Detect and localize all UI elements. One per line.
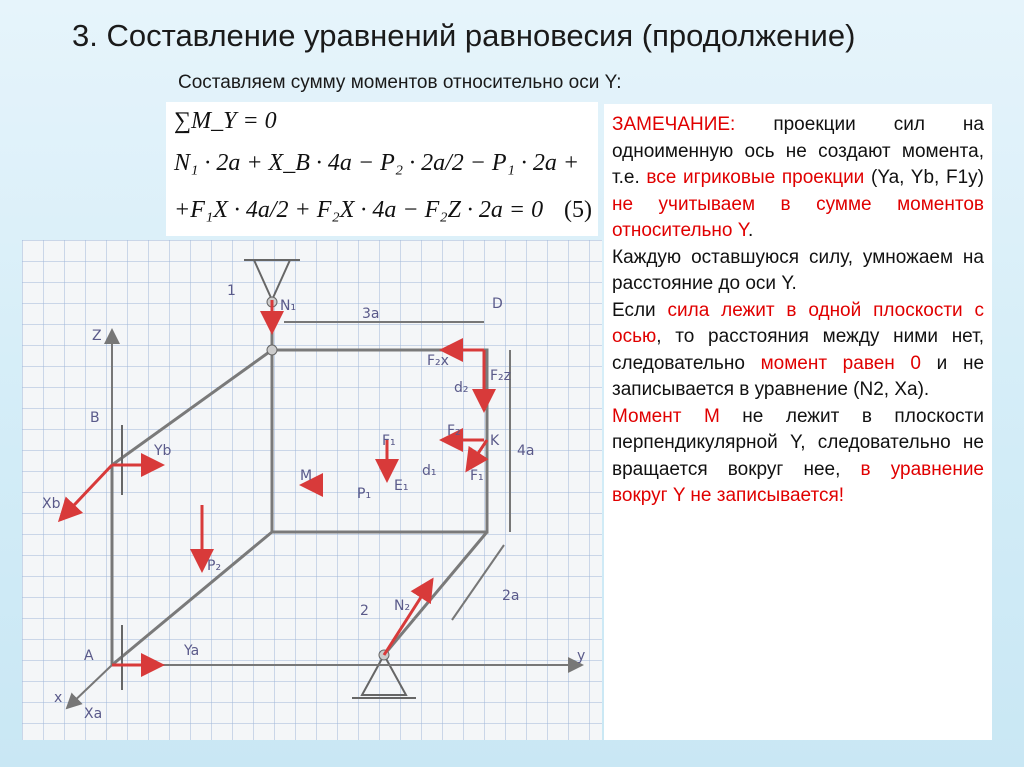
equation-line-1: ∑M_Y = 0 [174,108,277,134]
remark-text: проекции сил на одноименную ось не создают момента, т.е. [612,114,984,188]
label-axis-y: y [577,648,586,664]
remark-paragraph-3 [612,298,984,404]
equation-number: (5) [564,197,592,223]
label-F2: F₂ [447,423,461,439]
remark-text: , то расстояния между ними нет, следовательно [612,326,984,374]
label-P2: P₂ [207,558,222,574]
remark-text: (Ya, Yb, F1y) [864,167,985,188]
remark-highlight: в уравнение вокруг Y не записывается! [612,458,984,506]
label-Ya: Ya [184,643,200,659]
label-F1: F₁ [382,433,396,449]
label-dim-4a: 4a [517,443,535,459]
label-F2x: F₂x [427,353,449,369]
remark-text: не лежит в плоскости перпендикулярной Y, следовательно не вращается вокруг нее, [612,405,984,480]
remark-highlight: все игриковые проекции [646,167,865,188]
label-N2: N₂ [394,598,411,614]
label-d1: d₁ [422,463,437,479]
label-E1: E₁ [394,478,409,494]
label-axis-x: x [54,690,63,706]
label-Yb: Yb [154,443,172,459]
label-point-D: D [492,296,503,312]
label-F1b: F₁ [470,468,484,484]
remark-paragraph-1 [612,112,984,245]
label-Xa: Xa [84,706,103,722]
remark-text: Если [612,299,668,321]
remark-text: и не записывается в уравнение (N2, Xa). [612,352,985,400]
label-support-2: 2 [360,603,369,619]
label-dim-2a: 2a [502,588,520,604]
remark-paragraph-2: Каждую оставшуюся силу, умножаем на расстояние до оси Y. [612,246,984,294]
label-P1: P₁ [357,486,372,502]
label-point-B: B [90,410,100,426]
force-diagram-svg [22,240,602,740]
equation-line-3: +F₁X · 4a/2 + F₂X · 4a − F₂Z · 2a = 0 [174,197,544,223]
label-M: M [300,468,313,484]
remark-panel [604,104,992,740]
remark-highlight: момент равен 0 [760,352,921,374]
equation-line-2: N₁ · 2a + X_B · 4a − P₂ · 2a/2 − P₁ · 2a + [174,150,580,176]
label-F2z: F₂z [490,368,512,384]
remark-highlight: сила лежит в одной плоскости с осью [612,299,984,347]
label-Xb: Xb [42,496,61,512]
remark-paragraph-4 [612,404,984,510]
label-dim-3a: 3a [362,306,380,322]
label-point-A: A [84,648,94,664]
slide-title: 3. Составление уравнений равновесия (продолжение) [72,18,856,53]
label-axis-Z: Z [92,328,102,344]
equation-image [166,102,598,236]
label-d2: d₂ [454,380,469,396]
force-diagram [22,240,602,740]
remark-highlight: Момент М [612,405,720,427]
label-N1: N₁ [280,298,297,314]
remark-heading: ЗАМЕЧАНИЕ: [612,114,736,135]
label-point-K: K [490,433,500,449]
slide-subtitle: Составляем сумму моментов относительно оси Y: [178,72,622,93]
remark-highlight: не учитываем в сумме моментов относительно Y [612,193,984,241]
label-support-1: 1 [227,283,236,299]
remark-text: . [748,220,754,241]
